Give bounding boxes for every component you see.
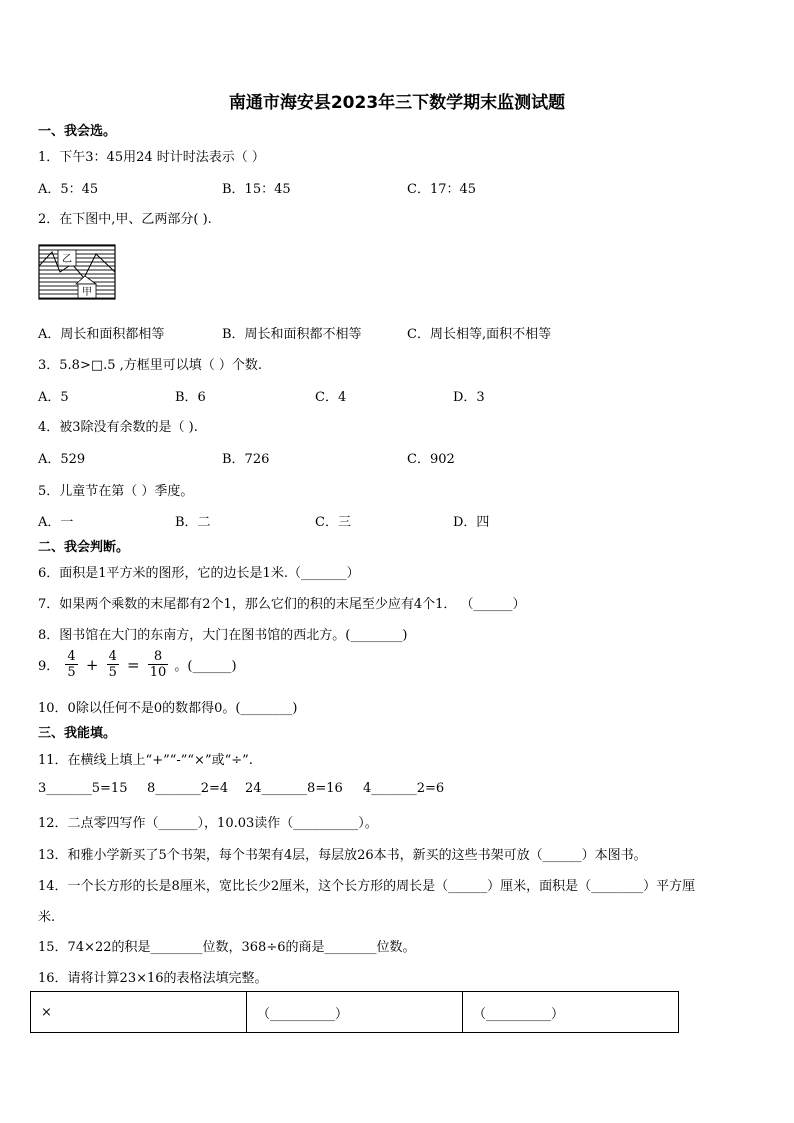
question-1: 1．下午3：45用24 时计时法表示（ ） (38, 150, 265, 165)
q9-fraction-1-denominator: 5 (67, 665, 76, 680)
q4-option-a: A．529 (38, 452, 86, 467)
q1-option-a: A．5：45 (38, 182, 99, 197)
question-16: 16．请将计算23×16的表格法填完整。 (38, 971, 268, 986)
q9-fraction-2-numerator: 4 (108, 649, 117, 664)
q5-option-d: D．四 (453, 515, 490, 530)
q5-option-c: C．三 (315, 515, 351, 530)
q2-option-a: A．周长和面积都相等 (38, 327, 165, 342)
question-14-line-2: 米. (38, 910, 56, 925)
question-8: 8．图书馆在大门的东南方，大门在图书馆的西北方。(________) (38, 628, 408, 643)
q3-option-a: A．5 (38, 390, 69, 405)
q11-item-1: 3_______5=15 (38, 781, 128, 796)
section-1-heading: 一、我会选。 (38, 124, 117, 139)
q16-cell-blank-1[interactable]: （__________） (247, 992, 463, 1033)
shape-figure (38, 244, 116, 300)
question-14-line-1: 14．一个长方形的长是8厘米，宽比长少2厘米，这个长方形的周长是（______）厘米，面积是（________）平方厘 (38, 879, 696, 894)
question-13: 13．和雅小学新买了5个书架，每个书架有4层，每层放26本书，新买的这些书架可放（______）本图书。 (38, 848, 647, 863)
q2-option-b: B．周长和面积都不相等 (222, 327, 362, 342)
section-2-heading: 二、我会判断。 (38, 540, 130, 555)
question-11: 11．在横线上填上“+”“-”“×”或“÷”. (38, 753, 253, 768)
q11-item-3: 24_______8=16 (245, 781, 343, 796)
label-jia: 甲 (82, 287, 92, 298)
table-row (31, 992, 679, 1033)
q11-item-4: 4_______2=6 (363, 781, 445, 796)
q16-cell-blank-2[interactable]: （__________） (463, 992, 679, 1033)
q11-item-2: 8_______2=4 (147, 781, 229, 796)
q9-fraction-3-denominator: 10 (149, 665, 167, 680)
q9-fraction-1-numerator: 4 (67, 649, 76, 664)
q16-table (30, 991, 679, 1033)
q3-option-b: B．6 (175, 390, 206, 405)
question-9 (38, 649, 237, 680)
q9-equals: = (126, 655, 140, 674)
q9-number: 9． (38, 659, 60, 674)
q4-option-c: C．902 (407, 452, 455, 467)
q5-option-a: A．一 (38, 515, 74, 530)
question-10: 10．0除以任何不是0的数都得0。(________) (38, 701, 298, 716)
q1-option-b: B．15：45 (222, 182, 291, 197)
q9-plus: + (85, 655, 99, 674)
question-3: 3．5.8>□.5 ,方框里可以填（ ）个数. (38, 358, 263, 373)
question-4: 4．被3除没有余数的是（ ). (38, 420, 198, 435)
label-yi: 乙 (62, 254, 72, 265)
q9-tail: 。(______) (174, 659, 237, 674)
q3-option-c: C．4 (315, 390, 347, 405)
question-5: 5．儿童节在第（ ）季度。 (38, 484, 194, 499)
q16-cell-multiply: × (31, 992, 247, 1033)
question-15: 15．74×22的积是________位数，368÷6的商是________位数。 (38, 940, 416, 955)
question-2: 2．在下图中,甲、乙两部分( ). (38, 212, 212, 227)
q4-option-b: B．726 (222, 452, 270, 467)
question-12: 12．二点零四写作（______），10.03读作（__________）。 (38, 816, 378, 831)
question-6: 6．面积是1平方米的图形，它的边长是1米.（_______） (38, 566, 360, 581)
q9-fraction-2 (107, 649, 119, 680)
q3-option-d: D．3 (453, 390, 485, 405)
q2-option-c: C．周长相等,面积不相等 (407, 327, 552, 342)
q9-fraction-2-denominator: 5 (108, 665, 117, 680)
section-3-heading: 三、我能填。 (38, 726, 117, 741)
q9-fraction-3 (148, 649, 169, 680)
q9-fraction-3-numerator: 8 (148, 649, 169, 665)
q9-fraction-1 (65, 649, 77, 680)
question-7: 7．如果两个乘数的末尾都有2个1，那么它们的积的末尾至少应有4个1． （______） (38, 597, 526, 612)
page-title: 南通市海安县2023年三下数学期末监测试题 (228, 93, 566, 113)
q5-option-b: B．二 (175, 515, 211, 530)
q1-option-c: C．17：45 (407, 182, 477, 197)
